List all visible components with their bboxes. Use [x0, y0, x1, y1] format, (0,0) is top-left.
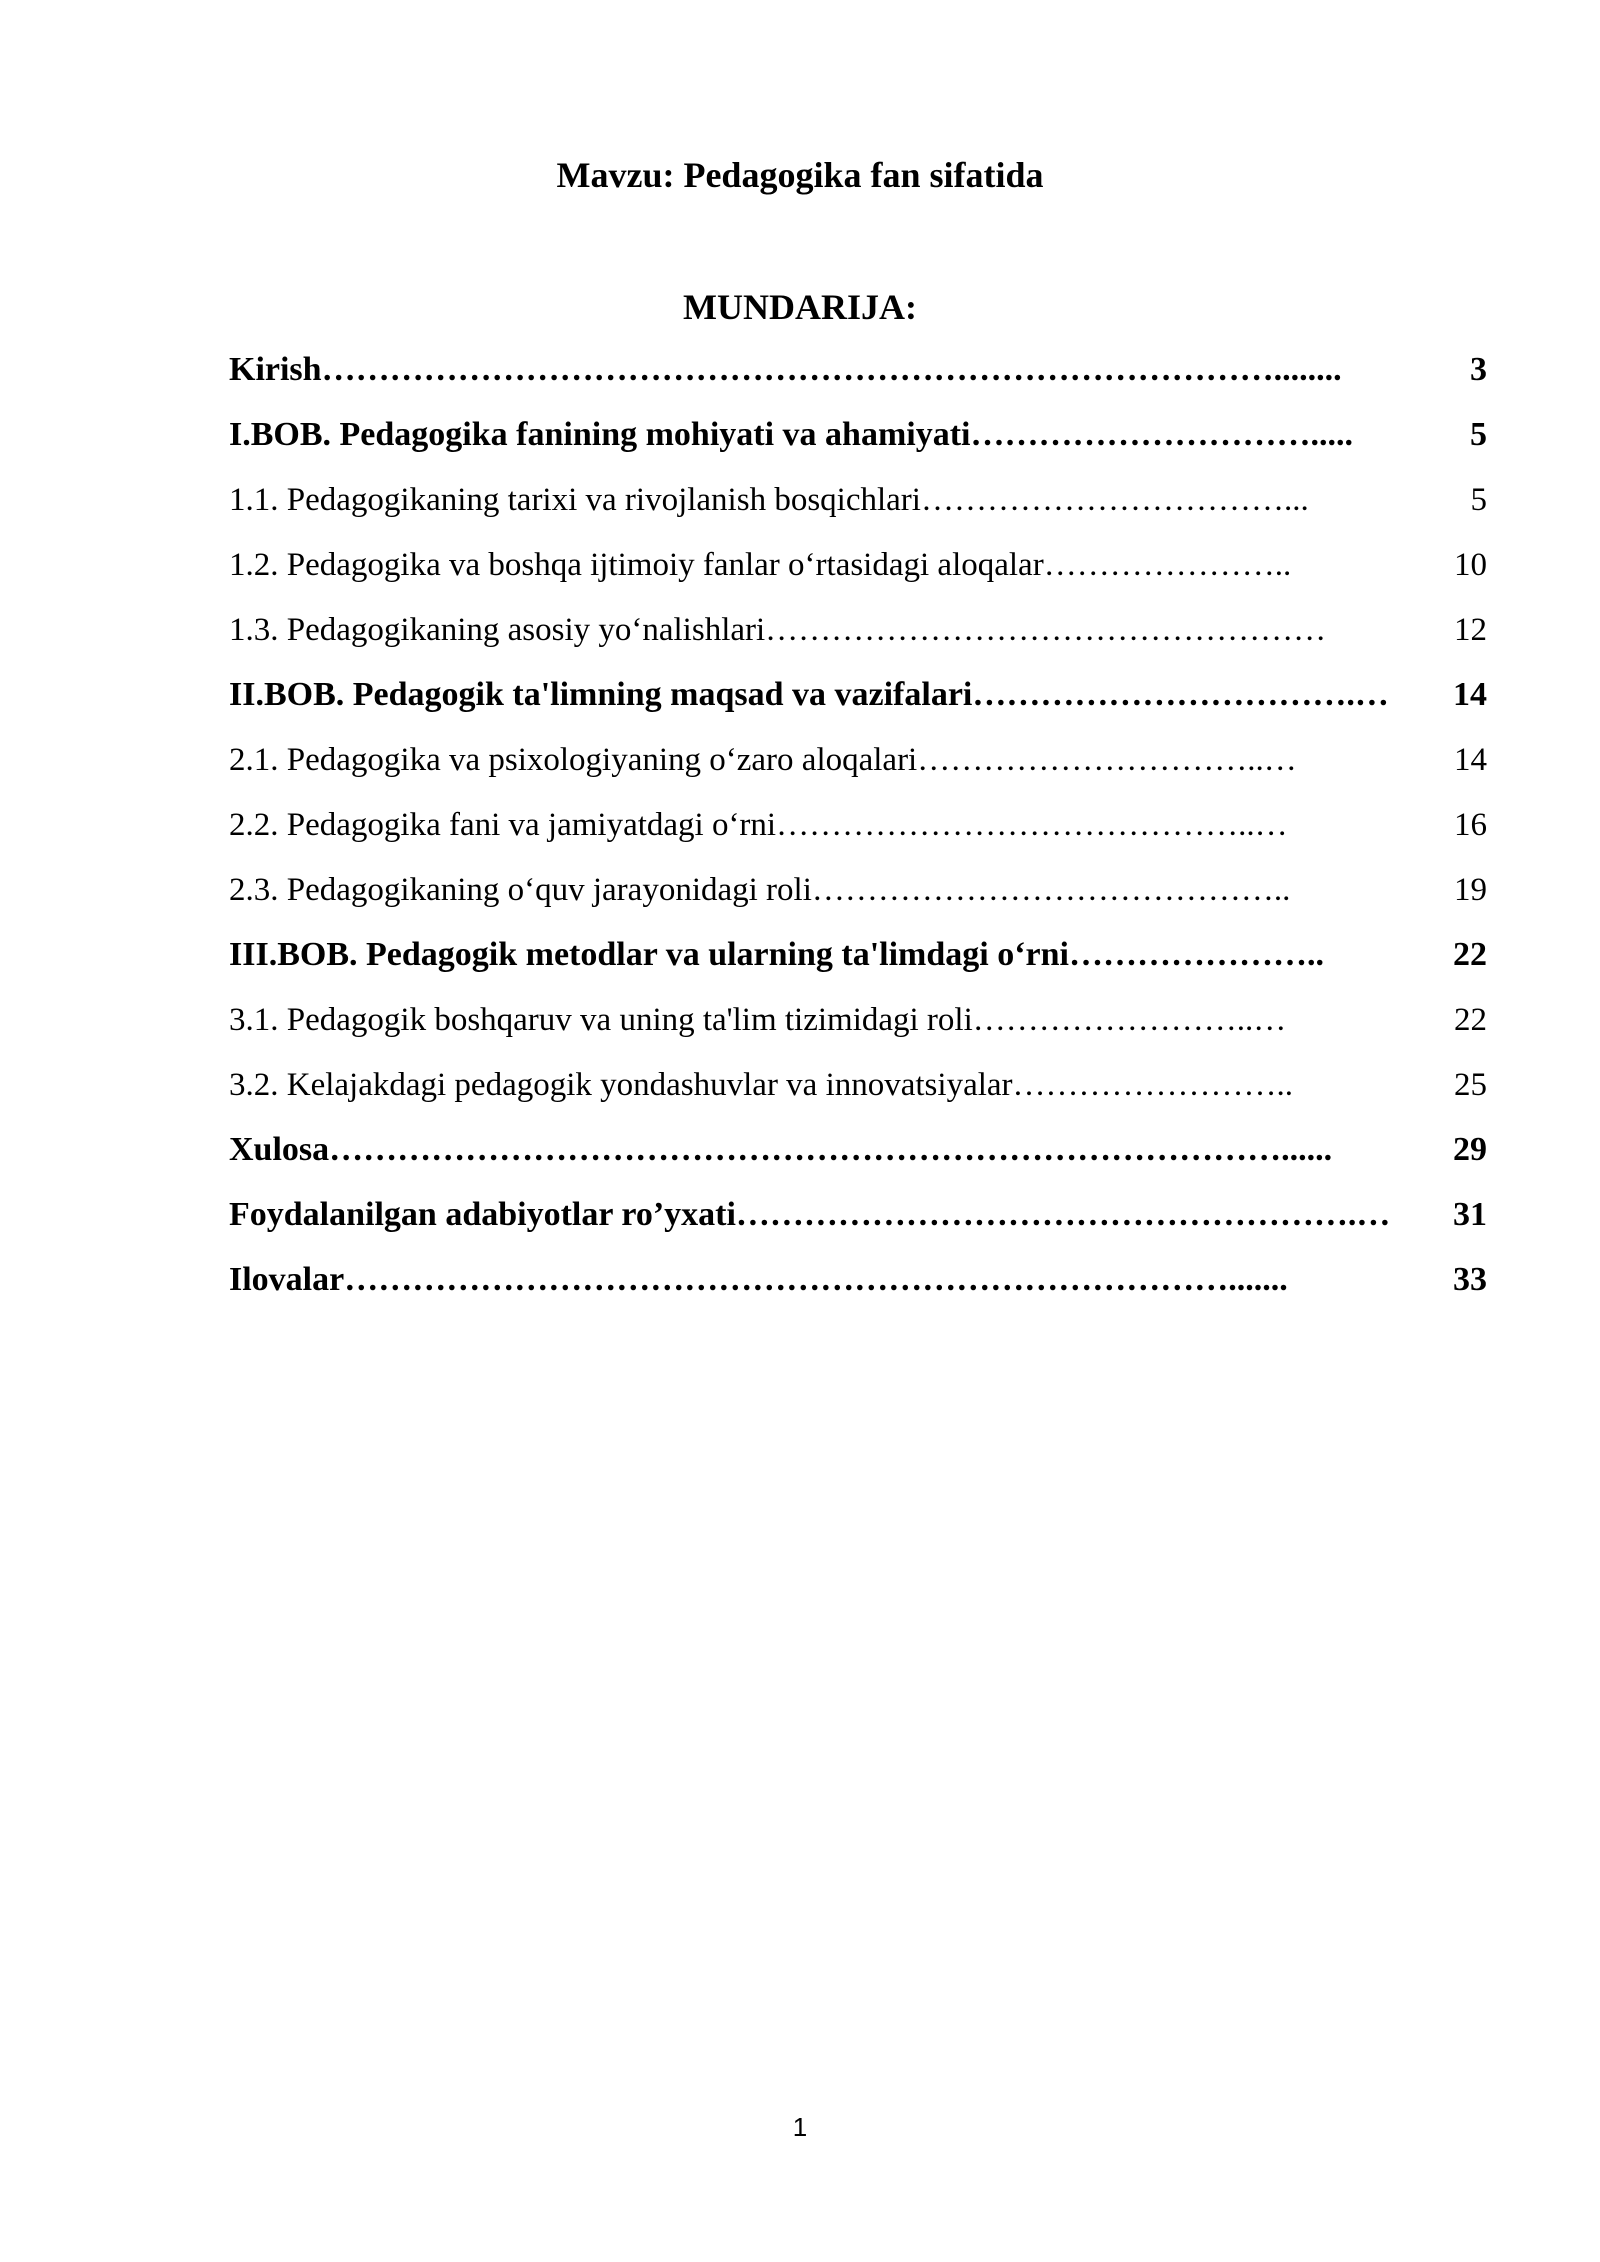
toc-entry-label: Xulosa — [229, 1131, 330, 1168]
toc-page-number: 14 — [1454, 742, 1487, 778]
toc-entry-kirish — [229, 345, 1487, 410]
toc-entry-references — [229, 1190, 1487, 1255]
toc-entry-label: 2.2. Pedagogika fani va jamiyatdagi o‘rni — [229, 807, 777, 843]
toc-entry-chapter-3 — [229, 930, 1487, 995]
toc-entry-label: Foydalanilgan adabiyotlar ro’yxati — [229, 1196, 736, 1233]
toc-entry-label: Kirish — [229, 351, 322, 388]
toc-dot-leader: …………………………….… — [972, 676, 1389, 713]
toc-entry-label: 3.1. Pedagogik boshqaruv va uning ta'lim tizimidagi roli — [229, 1002, 973, 1038]
toc-page-number: 10 — [1454, 547, 1487, 583]
toc-entry-label: 3.2. Kelajakdagi pedagogik yondashuvlar va innovatsiyalar — [229, 1067, 1013, 1103]
toc-heading: MUNDARIJA: — [683, 287, 917, 327]
toc-page-number: 22 — [1453, 936, 1487, 973]
toc-page-number: 25 — [1454, 1067, 1487, 1103]
toc-page-number: 33 — [1453, 1261, 1487, 1298]
toc-page-number: 16 — [1454, 807, 1487, 843]
toc-entry-section-2-3 — [229, 865, 1487, 930]
toc-dot-leader: …………………………………………………………………………...... — [329, 1131, 1333, 1168]
toc-entry-label: 1.3. Pedagogikaning asosiy yo‘nalishlari — [229, 612, 766, 648]
toc-page-number: 22 — [1454, 1002, 1487, 1038]
toc-dot-leader: …………………….. — [1012, 1067, 1294, 1103]
toc-dot-leader: …………………………..… — [917, 742, 1297, 778]
toc-dot-leader: ……………………………………..… — [776, 807, 1288, 843]
toc-entry-section-3-1 — [229, 995, 1487, 1060]
toc-page-number: 5 — [1470, 416, 1487, 453]
toc-entry-section-3-2 — [229, 1060, 1487, 1125]
toc-page-number: 12 — [1454, 612, 1487, 648]
toc-dot-leader: …………………………………………… — [765, 612, 1327, 648]
toc-entry-label: 1.1. Pedagogikaning tarixi va rivojlanish bosqichlari — [229, 482, 921, 518]
table-of-contents — [229, 345, 1487, 1320]
toc-entry-section-1-1 — [229, 475, 1487, 540]
toc-dot-leader: ………………….. — [1043, 547, 1292, 583]
document-title: Mavzu: Pedagogika fan sifatida — [556, 155, 1044, 195]
toc-entry-label: 2.3. Pedagogikaning o‘quv jarayonidagi roli — [229, 872, 812, 908]
toc-entry-ilovalar — [229, 1255, 1487, 1320]
toc-entry-chapter-2 — [229, 670, 1487, 735]
toc-dot-leader: …………………………………………………………………………........ — [321, 351, 1342, 388]
toc-dot-leader: ……………………………………………………………………....... — [344, 1261, 1288, 1298]
toc-dot-leader: …………………………………….. — [811, 872, 1291, 908]
toc-page-number: 31 — [1453, 1196, 1487, 1233]
toc-dot-leader: ……………………..… — [972, 1002, 1287, 1038]
toc-entry-label: Ilovalar — [229, 1261, 345, 1298]
toc-entry-section-2-2 — [229, 800, 1487, 865]
toc-entry-chapter-1 — [229, 410, 1487, 475]
toc-entry-label: II.BOB. Pedagogik ta'limning maqsad va vazifalari — [229, 676, 973, 713]
toc-dot-leader: ……………………………………………….… — [735, 1196, 1391, 1233]
toc-page-number: 29 — [1453, 1131, 1487, 1168]
toc-dot-leader: ………………….. — [1069, 936, 1325, 973]
toc-entry-label: III.BOB. Pedagogik metodlar va ularning ta'limdagi o‘rni — [229, 936, 1070, 973]
toc-page-number: 5 — [1470, 482, 1487, 518]
toc-entry-label: 2.1. Pedagogika va psixologiyaning o‘zaro aloqalari — [229, 742, 918, 778]
toc-entry-label: 1.2. Pedagogika va boshqa ijtimoiy fanlar o‘rtasidagi aloqalar — [229, 547, 1044, 583]
toc-dot-leader: ……………………………... — [920, 482, 1309, 518]
page-number: 1 — [792, 2112, 808, 2142]
toc-entry-section-1-3 — [229, 605, 1487, 670]
toc-entry-xulosa — [229, 1125, 1487, 1190]
toc-page-number: 3 — [1470, 351, 1487, 388]
toc-entry-label: I.BOB. Pedagogika fanining mohiyati va ahamiyati — [229, 416, 971, 453]
toc-page-number: 14 — [1453, 676, 1487, 713]
toc-entry-section-1-2 — [229, 540, 1487, 605]
toc-page-number: 19 — [1454, 872, 1487, 908]
toc-entry-section-2-1 — [229, 735, 1487, 800]
toc-dot-leader: …………………………..... — [970, 416, 1353, 453]
